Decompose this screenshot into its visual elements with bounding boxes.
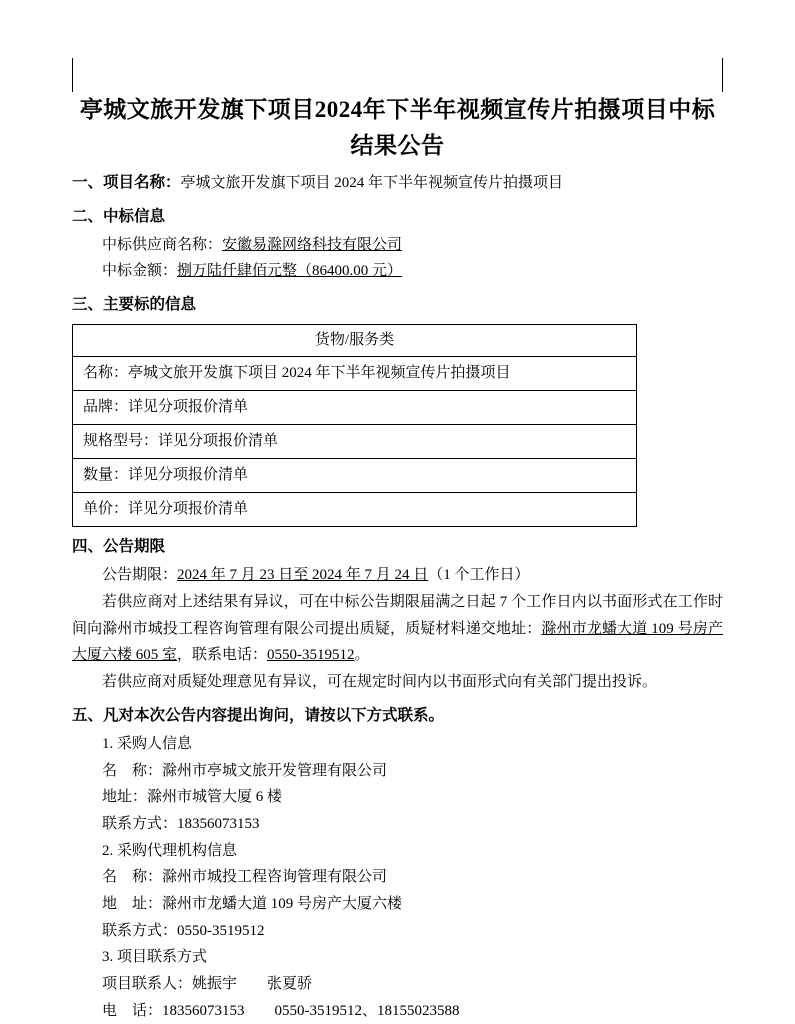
purchaser-info-title: 1. 采购人信息: [102, 735, 193, 752]
agency-name-row: [72, 864, 723, 891]
row-value: 详见分项报价清单: [128, 399, 249, 416]
purchaser-contact-row: [72, 811, 723, 838]
project-contact-person-value: 姚振宇 张夏骄: [192, 976, 313, 993]
section-1-heading: [72, 169, 723, 196]
row-value: 详见分项报价清单: [128, 467, 249, 484]
row-value: 亭城文旅开发旗下项目 2024 年下半年视频宣传片拍摄项目: [128, 365, 511, 382]
agency-name-label: 名 称：: [102, 869, 163, 886]
objection-paragraph: [72, 589, 723, 669]
amount-value: 捌万陆仟肆佰元整（86400.00 元）: [177, 263, 403, 280]
row-value: 详见分项报价清单: [128, 501, 249, 518]
objection-address: 滁州市龙蟠大道 109 号房产大厦六楼 605 室: [72, 620, 723, 664]
agency-address-value: 滁州市龙蟠大道 109 号房产大厦六楼: [162, 895, 403, 912]
agency-info-title: 2. 采购代理机构信息: [102, 842, 238, 859]
row-label: 单价：: [83, 501, 129, 518]
page-title: 亭城文旅开发旗下项目2024年下半年视频宣传片拍摄项目中标结果公告: [79, 97, 716, 158]
purchaser-name-label: 名 称：: [102, 762, 163, 779]
notice-period-label: 公告期限：: [102, 567, 178, 584]
agency-address-row: [72, 891, 723, 918]
objection-text-c: 。: [354, 647, 370, 664]
table-cell: [73, 357, 637, 391]
purchaser-contact-label: 联系方式：: [102, 815, 178, 832]
row-label: 名称：: [83, 365, 129, 382]
objection-text-a: 若供应商对上述结果有异议，可在中标公告期限届满之日起 7 个工作日内以书面形式在工作时间向滁州市城投工程咨询管理有限公司提出质疑，质疑材料递交地址：: [72, 593, 723, 637]
project-contact-tel-row: [72, 998, 723, 1024]
agency-contact-value: 0550-3519512: [177, 922, 265, 939]
table-header-cell: 货物/服务类: [73, 325, 637, 357]
project-contact-title: 3. 项目联系方式: [102, 949, 208, 966]
section-1-value: 亭城文旅开发旗下项目 2024 年下半年视频宣传片拍摄项目: [180, 175, 564, 192]
table-row: [73, 459, 637, 493]
amount-row: [72, 258, 723, 285]
project-contact-tel-label: 电 话：: [102, 1002, 163, 1019]
amount-label: 中标金额：: [102, 263, 178, 280]
row-value: 详见分项报价清单: [158, 433, 279, 450]
objection-text-b: ，联系电话：: [177, 647, 268, 664]
crop-mark-top-right-v: [722, 58, 723, 92]
crop-mark-top-left-v: [72, 58, 73, 92]
purchaser-address-value: 滁州市城管大厦 6 楼: [147, 789, 283, 806]
section-4-heading: 四、公告期限: [72, 538, 166, 556]
notice-period-value: 2024 年 7 月 23 日至 2024 年 7 月 24 日: [177, 567, 429, 584]
section-2-heading: 二、中标信息: [72, 207, 166, 225]
table-header-row: [73, 325, 637, 357]
agency-contact-label: 联系方式：: [102, 922, 178, 939]
section-5-heading: 五、凡对本次公告内容提出询问，请按以下方式联系。: [72, 706, 445, 724]
row-label: 规格型号：: [83, 433, 159, 450]
row-label: 数量：: [83, 467, 129, 484]
project-contact-tel-value: 18356073153 0550-3519512、18155023588: [162, 1002, 460, 1019]
agency-address-label: 地 址：: [102, 895, 163, 912]
notice-period-row: [72, 562, 723, 589]
goods-table: [72, 324, 637, 527]
purchaser-contact-value: 18356073153: [177, 815, 260, 832]
document-body: [72, 92, 723, 1024]
project-contact-person-label: 项目联系人：: [102, 976, 193, 993]
section-1-label: 一、项目名称：: [72, 174, 181, 192]
agency-contact-row: [72, 918, 723, 945]
purchaser-address-row: [72, 784, 723, 811]
purchaser-address-label: 地址：: [102, 789, 148, 806]
table-cell: [73, 425, 637, 459]
row-label: 品牌：: [83, 399, 129, 416]
table-cell: [73, 493, 637, 527]
table-cell: [73, 459, 637, 493]
table-row: [73, 391, 637, 425]
agency-name-value: 滁州市城投工程咨询管理有限公司: [162, 869, 388, 886]
supplier-value: 安徽易滁网络科技有限公司: [222, 236, 403, 253]
table-row: [73, 425, 637, 459]
objection-telephone: 0550-3519512: [267, 647, 355, 664]
table-cell: [73, 391, 637, 425]
table-row: [73, 493, 637, 527]
complaint-paragraph: 若供应商对质疑处理意见有异议，可在规定时间内以书面形式向有关部门提出投诉。: [102, 674, 658, 691]
section-3-heading: 三、主要标的信息: [72, 296, 197, 314]
project-contact-person-row: [72, 971, 723, 998]
notice-period-suffix: （1 个工作日）: [428, 567, 530, 584]
table-row: [73, 357, 637, 391]
supplier-label: 中标供应商名称：: [102, 236, 223, 253]
purchaser-name-row: [72, 758, 723, 785]
supplier-row: [72, 232, 723, 259]
purchaser-name-value: 滁州市亭城文旅开发管理有限公司: [162, 762, 388, 779]
